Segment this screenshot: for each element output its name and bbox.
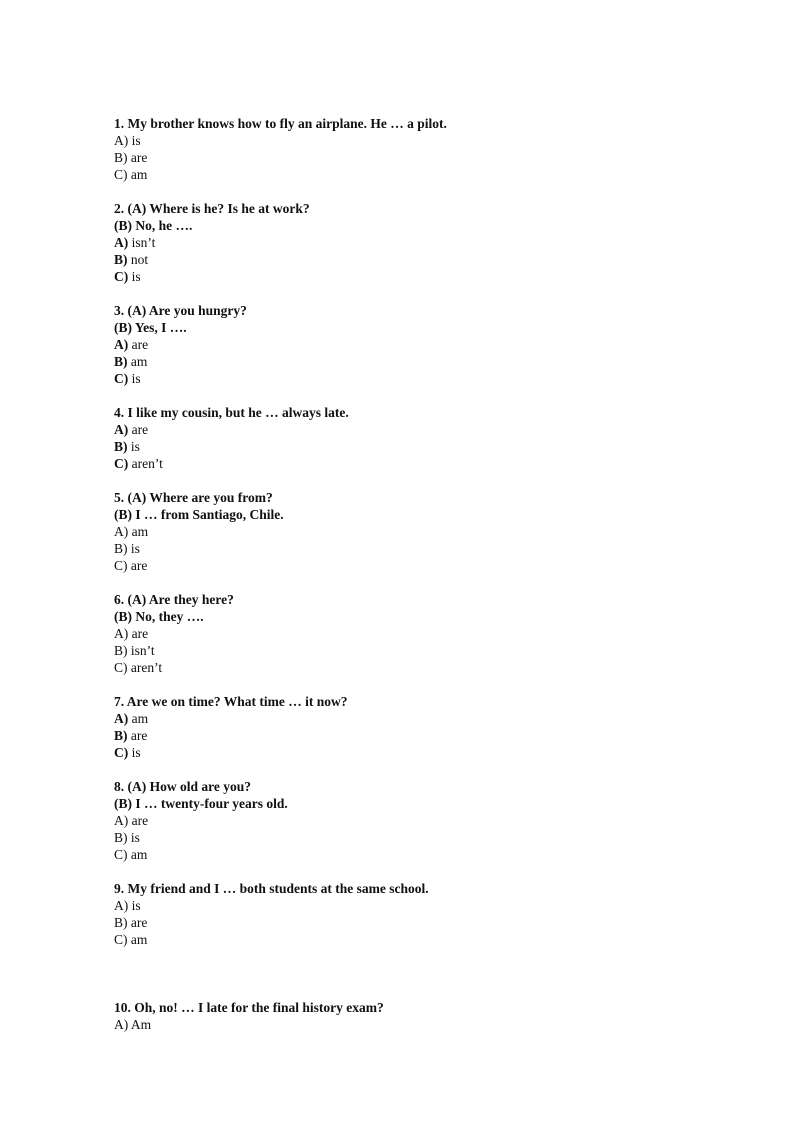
option-text: are	[127, 915, 148, 930]
question-text: 1. My brother knows how to fly an airplane. He … a pilot.	[114, 116, 447, 131]
option-a	[114, 812, 714, 829]
worksheet	[114, 115, 714, 1050]
option-letter: C)	[114, 269, 129, 284]
option-text: are	[128, 337, 149, 352]
option-a	[114, 710, 714, 727]
option-letter: A)	[114, 1017, 129, 1032]
option-text: aren’t	[128, 456, 163, 471]
question-6	[114, 591, 714, 676]
option-text: are	[127, 728, 148, 743]
option-text: is	[128, 371, 141, 386]
option-letter: A)	[114, 337, 129, 352]
option-text: is	[128, 898, 141, 913]
option-b	[114, 353, 714, 370]
option-a	[114, 897, 714, 914]
option-letter: A)	[114, 524, 129, 539]
option-text: are	[127, 150, 148, 165]
option-text: am	[127, 847, 148, 862]
question-text: 9. My friend and I … both students at the same school.	[114, 881, 429, 896]
option-b	[114, 642, 714, 659]
option-text: is	[128, 745, 141, 760]
option-text: am	[127, 354, 148, 369]
question-5	[114, 489, 714, 574]
option-c	[114, 455, 714, 472]
question-text: 2. (A) Where is he? Is he at work?	[114, 201, 310, 216]
option-text: am	[127, 932, 148, 947]
option-letter: C)	[114, 167, 128, 182]
option-a	[114, 625, 714, 642]
option-b	[114, 438, 714, 455]
question-2	[114, 200, 714, 285]
option-letter: A)	[114, 626, 129, 641]
option-letter: A)	[114, 422, 129, 437]
option-text: isn’t	[127, 643, 155, 658]
option-b	[114, 727, 714, 744]
option-c	[114, 557, 714, 574]
option-a	[114, 523, 714, 540]
option-b	[114, 914, 714, 931]
option-text: is	[127, 439, 140, 454]
question-text: (B) Yes, I ….	[114, 320, 187, 335]
option-letter: B)	[114, 541, 128, 556]
option-letter: C)	[114, 847, 128, 862]
option-text: are	[128, 422, 149, 437]
question-text: 6. (A) Are they here?	[114, 592, 234, 607]
option-c	[114, 931, 714, 948]
option-c	[114, 846, 714, 863]
option-b	[114, 540, 714, 557]
option-c	[114, 659, 714, 676]
option-a	[114, 132, 714, 149]
question-text: 3. (A) Are you hungry?	[114, 303, 247, 318]
question-1	[114, 115, 714, 183]
question-7	[114, 693, 714, 761]
option-letter: A)	[114, 813, 129, 828]
option-c	[114, 166, 714, 183]
option-letter: C)	[114, 558, 128, 573]
option-a	[114, 421, 714, 438]
option-letter: B)	[114, 354, 128, 369]
option-letter: C)	[114, 932, 128, 947]
option-b	[114, 251, 714, 268]
option-text: are	[128, 813, 149, 828]
option-text: am	[128, 524, 149, 539]
option-letter: B)	[114, 252, 128, 267]
question-text: 7. Are we on time? What time … it now?	[114, 694, 348, 709]
option-letter: C)	[114, 745, 129, 760]
question-4	[114, 404, 714, 472]
question-text: (B) No, he ….	[114, 218, 193, 233]
option-b	[114, 829, 714, 846]
option-text: isn’t	[128, 235, 156, 250]
option-letter: B)	[114, 439, 128, 454]
option-letter: B)	[114, 830, 128, 845]
option-text: is	[127, 541, 140, 556]
option-letter: B)	[114, 915, 128, 930]
option-text: is	[127, 830, 140, 845]
option-a	[114, 336, 714, 353]
option-a	[114, 1016, 714, 1033]
option-letter: A)	[114, 898, 129, 913]
option-c	[114, 370, 714, 387]
option-b	[114, 149, 714, 166]
option-a	[114, 234, 714, 251]
option-text: aren’t	[127, 660, 163, 675]
option-letter: A)	[114, 133, 129, 148]
option-text: not	[127, 252, 149, 267]
option-text: am	[128, 711, 149, 726]
option-letter: A)	[114, 235, 129, 250]
option-letter: C)	[114, 660, 128, 675]
option-letter: C)	[114, 456, 129, 471]
option-c	[114, 744, 714, 761]
option-letter: B)	[114, 643, 128, 658]
option-text: Am	[128, 1017, 152, 1032]
question-text: 4. I like my cousin, but he … always late.	[114, 405, 349, 420]
option-text: are	[127, 558, 148, 573]
option-c	[114, 268, 714, 285]
question-8	[114, 778, 714, 863]
option-text: are	[128, 626, 149, 641]
question-10	[114, 999, 714, 1033]
option-text: is	[128, 133, 141, 148]
option-text: am	[127, 167, 148, 182]
question-3	[114, 302, 714, 387]
option-letter: B)	[114, 728, 128, 743]
question-text: 5. (A) Where are you from?	[114, 490, 273, 505]
option-letter: A)	[114, 711, 129, 726]
question-text: (B) No, they ….	[114, 609, 204, 624]
question-text: (B) I … twenty-four years old.	[114, 796, 288, 811]
question-text: (B) I … from Santiago, Chile.	[114, 507, 284, 522]
question-text: 8. (A) How old are you?	[114, 779, 251, 794]
question-9	[114, 880, 714, 948]
option-letter: B)	[114, 150, 128, 165]
option-letter: C)	[114, 371, 129, 386]
option-text: is	[128, 269, 141, 284]
question-text: 10. Oh, no! … I late for the final history exam?	[114, 1000, 384, 1015]
